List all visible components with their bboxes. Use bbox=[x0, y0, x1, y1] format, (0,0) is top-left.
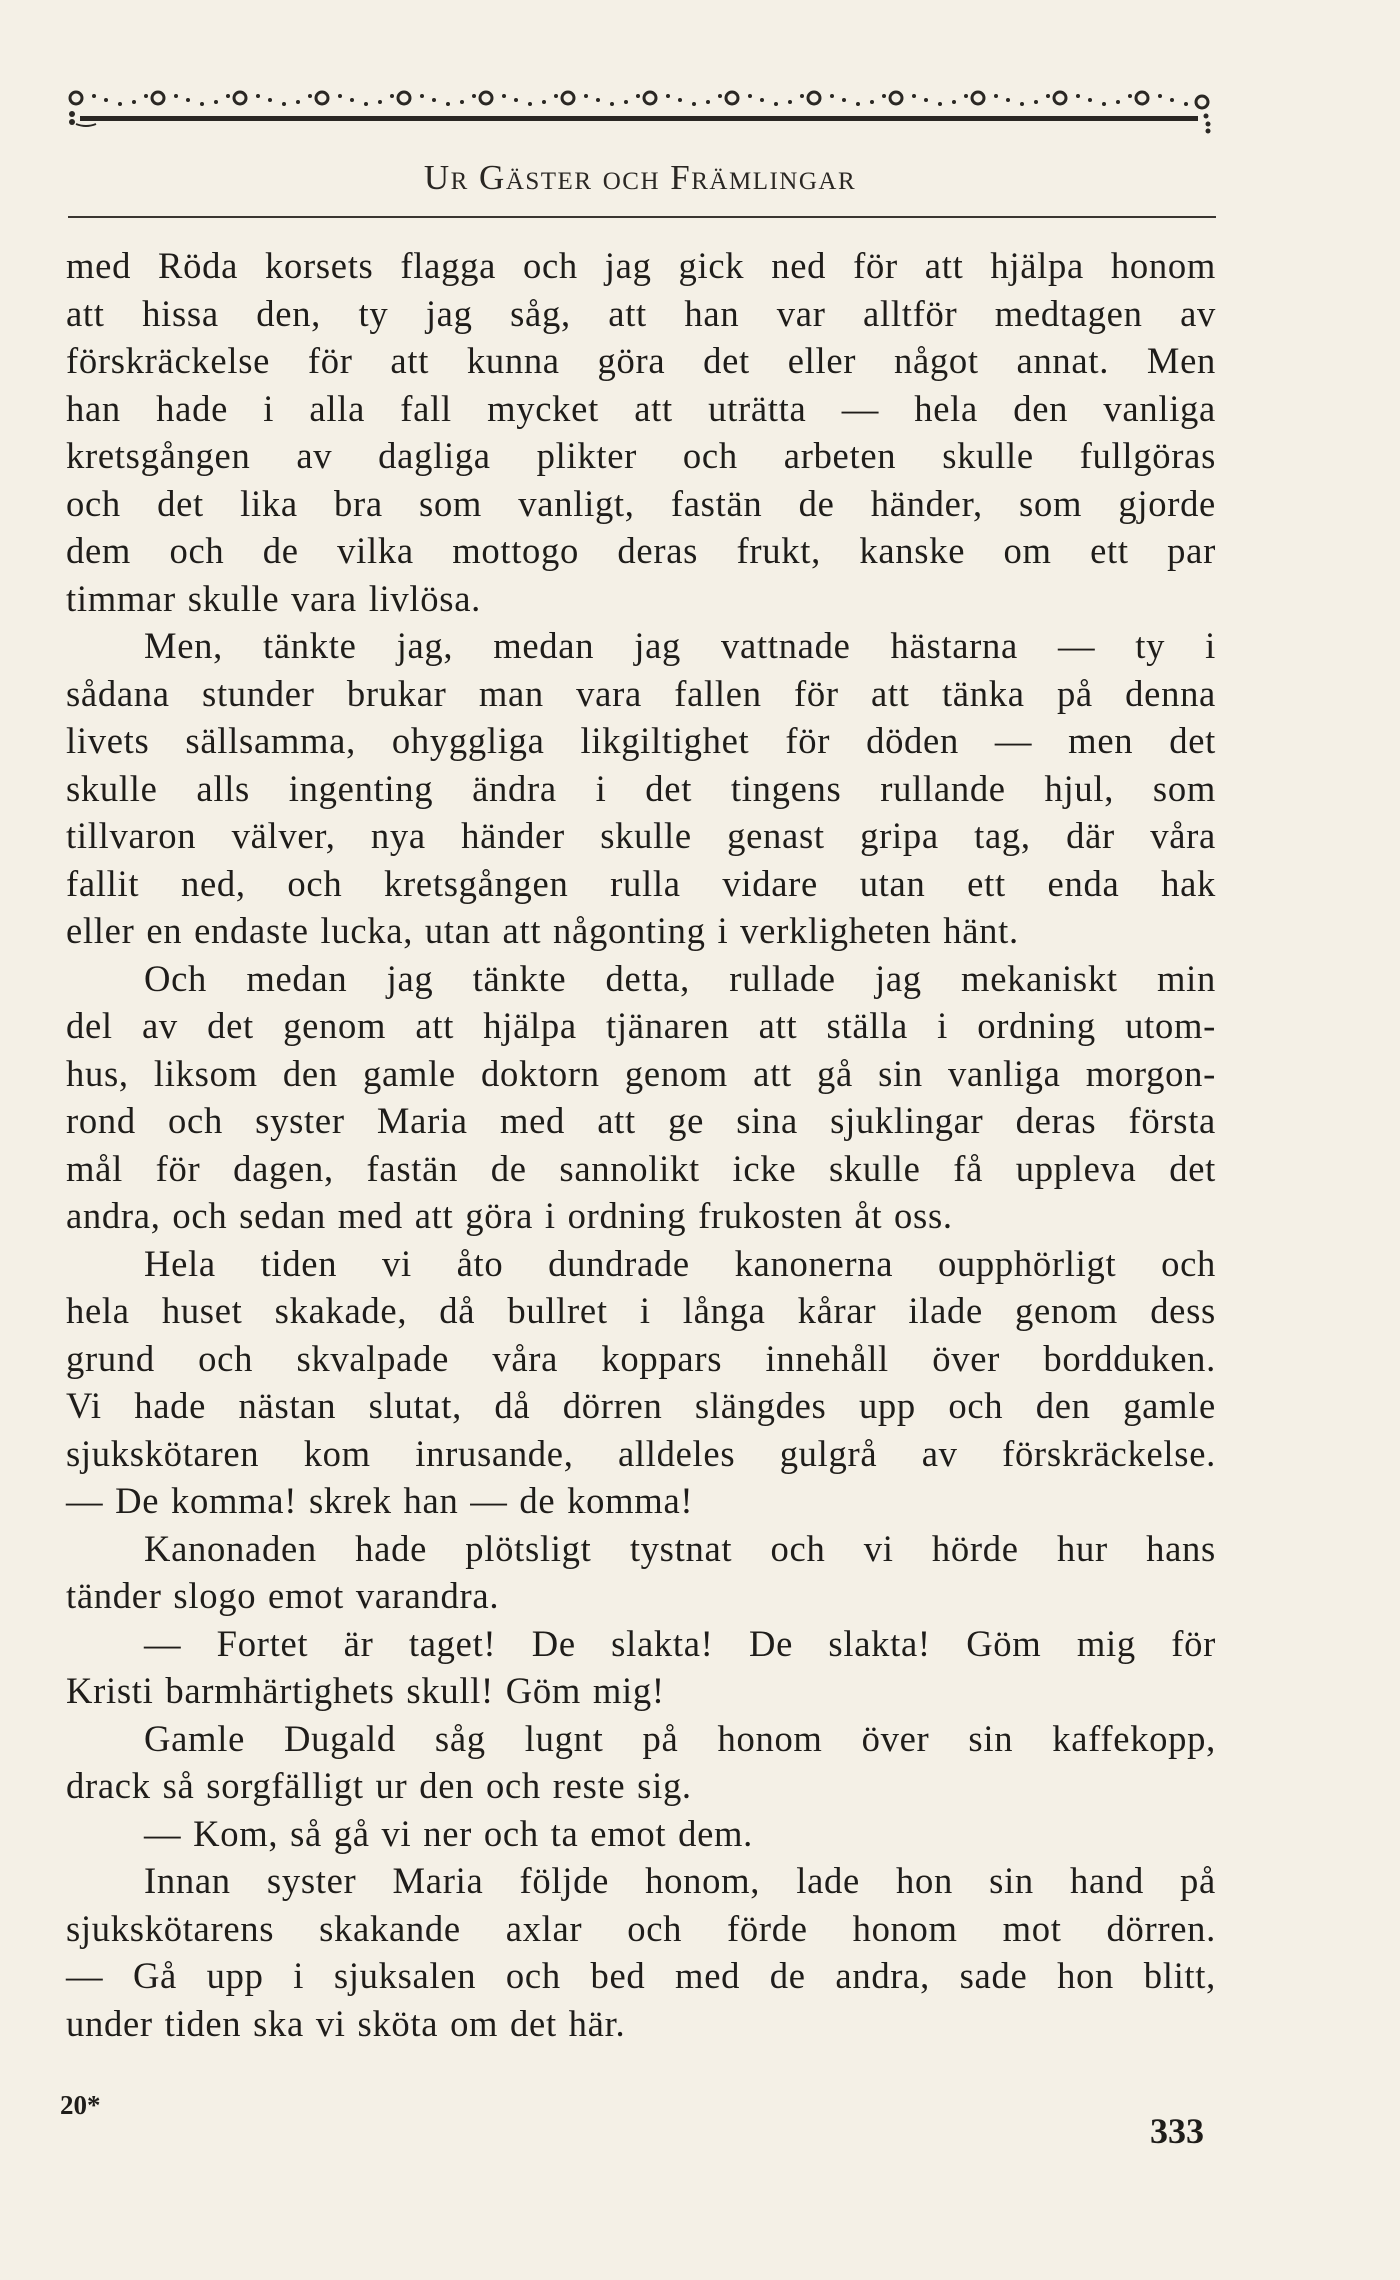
text-line: hus, liksom den gamle doktorn genom att gå sin vanliga morgon- bbox=[66, 1052, 1216, 1094]
body-text bbox=[66, 242, 1216, 2047]
text-line: att hissa den, ty jag såg, att han var alltför medtagen av bbox=[66, 292, 1216, 334]
ornamental-header-border bbox=[66, 84, 1216, 134]
text-line: hela huset skakade, då bullret i långa kårar ilade genom dess bbox=[66, 1290, 1216, 1331]
text-line: — Kom, så gå vi ner och ta emot dem. bbox=[144, 1812, 753, 1854]
text-line: kretsgången av dagliga plikter och arbeten skulle fullgöras bbox=[66, 435, 1216, 476]
text-line: sådana stunder brukar man vara fallen för att tänka på denna bbox=[66, 672, 1216, 714]
text-line: tillvaron välver, nya händer skulle genast gripa tag, där våra bbox=[66, 815, 1216, 856]
running-head: Ur Gäster och Främlingar bbox=[423, 158, 857, 197]
signature-mark: 20* bbox=[60, 2090, 101, 2120]
text-line: eller en endaste lucka, utan att någonting i verkligheten hänt. bbox=[66, 910, 1019, 951]
running-head-rule bbox=[68, 216, 1216, 218]
text-line: drack så sorgfälligt ur den och reste sig. bbox=[66, 1765, 692, 1806]
text-line: timmar skulle vara livlösa. bbox=[66, 577, 481, 619]
text-line: Vi hade nästan slutat, då dörren slängdes upp och den gamle bbox=[66, 1385, 1216, 1426]
text-line: sjukskötaren kom inrusande, alldeles gulgrå av förskräckelse. bbox=[66, 1432, 1216, 1474]
text-line: tänder slogo emot varandra. bbox=[66, 1575, 500, 1616]
text-line: andra, och sedan med att göra i ordning frukosten åt oss. bbox=[66, 1195, 953, 1236]
text-line: — Gå upp i sjuksalen och bed med de andra, sade hon blitt, bbox=[66, 1955, 1216, 1996]
text-line: dem och de vilka mottogo deras frukt, kanske om ett par bbox=[66, 530, 1216, 571]
text-line: Kristi barmhärtighets skull! Göm mig! bbox=[66, 1670, 665, 1711]
text-line: Innan syster Maria följde honom, lade hon sin hand på bbox=[144, 1860, 1216, 1901]
text-line: grund och skvalpade våra koppars innehåll över bordduken. bbox=[66, 1337, 1216, 1379]
text-line: Och medan jag tänkte detta, rullade jag mekaniskt min bbox=[144, 957, 1216, 999]
text-line: han hade i alla fall mycket att uträtta — hela den vanliga bbox=[66, 387, 1216, 429]
page-number: 333 bbox=[1150, 2111, 1204, 2151]
text-line: Men, tänkte jag, medan jag vattnade hästarna — ty i bbox=[144, 625, 1216, 666]
text-line: — De komma! skrek han — de komma! bbox=[66, 1480, 694, 1521]
text-line: Kanonaden hade plötsligt tystnat och vi hörde hur hans bbox=[144, 1527, 1216, 1569]
text-line: skulle alls ingenting ändra i det tingens rullande hjul, som bbox=[66, 767, 1216, 809]
text-line: sjukskötarens skakande axlar och förde honom mot dörren. bbox=[66, 1907, 1216, 1949]
text-line: livets sällsamma, ohyggliga likgiltighet för döden — men det bbox=[66, 720, 1216, 761]
text-line: med Röda korsets flagga och jag gick ned för att hjälpa honom bbox=[66, 245, 1216, 286]
text-line: — Fortet är taget! De slakta! De slakta! Göm mig för bbox=[144, 1622, 1216, 1664]
text-line: rond och syster Maria med att ge sina sjuklingar deras första bbox=[66, 1100, 1216, 1141]
text-line: Hela tiden vi åto dundrade kanonerna oupphörligt och bbox=[144, 1242, 1216, 1284]
text-line: och det lika bra som vanligt, fastän de händer, som gjorde bbox=[66, 482, 1216, 524]
text-line: förskräckelse för att kunna göra det eller något annat. Men bbox=[66, 340, 1216, 381]
text-line: mål för dagen, fastän de sannolikt icke skulle få uppleva det bbox=[66, 1147, 1216, 1189]
text-line: fallit ned, och kretsgången rulla vidare utan ett enda hak bbox=[66, 862, 1216, 904]
text-line: Gamle Dugald såg lugnt på honom över sin kaffekopp, bbox=[144, 1717, 1216, 1759]
text-line: del av det genom att hjälpa tjänaren att ställa i ordning utom- bbox=[66, 1005, 1216, 1046]
text-line: under tiden ska vi sköta om det här. bbox=[66, 2002, 626, 2044]
